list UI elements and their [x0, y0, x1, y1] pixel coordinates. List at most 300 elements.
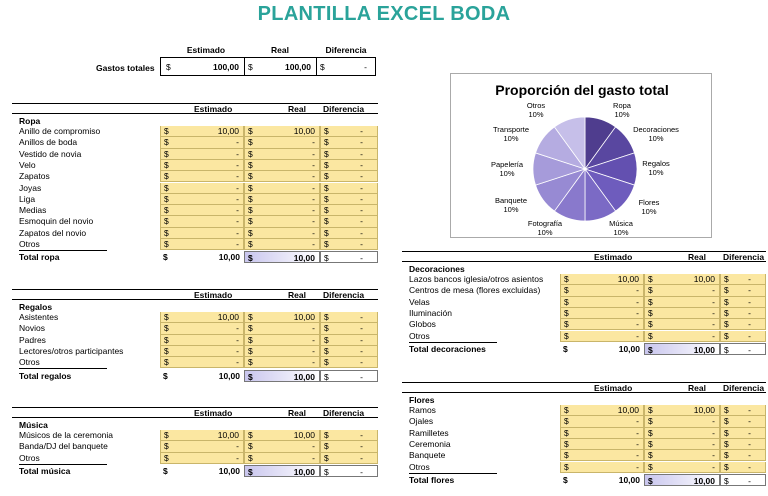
- category-label: Decoraciones: [409, 264, 465, 274]
- currency-symbol: $: [648, 461, 653, 472]
- currency-symbol: $: [724, 461, 729, 472]
- currency-symbol: $: [724, 296, 729, 307]
- input-cell-est[interactable]: [160, 430, 244, 441]
- cell-value-dif: -: [360, 193, 363, 204]
- currency-symbol: $: [564, 438, 569, 449]
- cell-value-real: -: [312, 441, 315, 452]
- col-header-diferencia: Diferencia: [323, 290, 365, 300]
- pie-label-percent: 10%: [648, 134, 664, 143]
- chart-title: Proporción del gasto total: [495, 82, 669, 98]
- cell-value-real: 10,00: [293, 126, 315, 136]
- cell-value-dif: -: [360, 171, 363, 182]
- input-cell-dif[interactable]: [720, 297, 766, 308]
- input-cell-real[interactable]: [644, 285, 720, 296]
- currency-symbol: $: [648, 296, 653, 307]
- row-label-text: Lectores/otros participantes: [19, 345, 124, 356]
- currency-symbol: $: [324, 239, 329, 249]
- total-est-value: 10,00: [218, 465, 240, 476]
- row-label-text: Banquete: [409, 450, 446, 461]
- cell-value-dif: -: [360, 345, 363, 356]
- cell-value-dif: -: [748, 438, 751, 449]
- currency-symbol: $: [164, 323, 169, 334]
- input-cell-dif[interactable]: [720, 428, 766, 439]
- input-cell-dif[interactable]: [320, 239, 378, 250]
- row-label: [19, 160, 36, 171]
- budget-row: [12, 205, 378, 216]
- currency-symbol: $: [564, 416, 569, 427]
- currency-symbol: $: [248, 182, 253, 193]
- currency-symbol: $: [324, 148, 329, 159]
- input-cell-est[interactable]: [160, 171, 244, 182]
- input-cell-real[interactable]: [244, 194, 320, 205]
- currency-symbol: $: [164, 239, 169, 249]
- row-label: [19, 453, 107, 465]
- total-dif-cell: [320, 370, 378, 382]
- currency-symbol: $: [248, 452, 253, 463]
- input-cell-real[interactable]: [644, 416, 720, 427]
- currency-symbol: $: [248, 227, 253, 238]
- total-real-cell: [244, 370, 320, 382]
- col-header-diferencia: Diferencia: [323, 408, 365, 418]
- currency-symbol: $: [248, 345, 253, 356]
- currency-symbol: $: [648, 274, 653, 284]
- total-real-cell: [644, 343, 720, 355]
- cell-value-est: -: [636, 307, 639, 318]
- currency-symbol: $: [324, 345, 329, 356]
- cell-value-est: -: [236, 334, 239, 345]
- row-label: [19, 183, 41, 194]
- summary-real-cell[interactable]: [245, 58, 317, 75]
- currency-symbol: $: [324, 441, 329, 452]
- input-cell-dif[interactable]: [320, 312, 378, 323]
- input-cell-real[interactable]: [244, 346, 320, 357]
- cell-value-real: -: [712, 438, 715, 449]
- summary-est-value: 100,00: [213, 62, 239, 72]
- currency-symbol: $: [164, 441, 169, 452]
- cell-value-est: -: [636, 427, 639, 438]
- input-cell-dif[interactable]: [720, 439, 766, 450]
- input-cell-dif[interactable]: [320, 346, 378, 357]
- input-cell-real[interactable]: [244, 312, 320, 323]
- input-cell-dif[interactable]: [320, 183, 378, 194]
- section-header: [12, 289, 378, 300]
- cell-value-real: 10,00: [293, 312, 315, 322]
- budget-row: [12, 335, 378, 346]
- cell-value-est: -: [236, 193, 239, 204]
- currency-symbol: $: [324, 357, 329, 368]
- otros-underline: [409, 331, 497, 343]
- cell-value-dif: -: [360, 227, 363, 238]
- currency-symbol: $: [320, 62, 325, 72]
- input-cell-real[interactable]: [244, 228, 320, 239]
- cell-value-real: -: [712, 330, 715, 341]
- currency-symbol: $: [324, 171, 329, 182]
- input-cell-dif[interactable]: [320, 323, 378, 334]
- input-cell-real[interactable]: [644, 274, 720, 285]
- row-label-text: Joyas: [19, 182, 42, 193]
- cell-value-real: -: [712, 450, 715, 461]
- cell-value-real: -: [712, 296, 715, 307]
- input-cell-est[interactable]: [160, 126, 244, 137]
- currency-symbol: $: [648, 330, 653, 341]
- input-cell-dif[interactable]: [720, 308, 766, 319]
- row-label-text: Anillos de boda: [19, 137, 78, 148]
- row-label-text: Otros: [409, 330, 430, 341]
- currency-symbol: $: [164, 137, 169, 148]
- currency-symbol: $: [324, 466, 329, 477]
- input-cell-est[interactable]: [160, 149, 244, 160]
- pie-label-category: Transporte: [493, 125, 529, 134]
- budget-row: [12, 149, 378, 160]
- input-cell-est[interactable]: [560, 405, 644, 416]
- input-cell-est[interactable]: [160, 160, 244, 171]
- input-cell-est[interactable]: [160, 183, 244, 194]
- row-label-text: Músicos de la ceremonia: [19, 430, 114, 440]
- input-cell-real[interactable]: [644, 428, 720, 439]
- currency-symbol: $: [324, 334, 329, 345]
- row-label-text: Iluminación: [409, 307, 452, 318]
- cell-value-real: -: [312, 193, 315, 204]
- input-cell-est[interactable]: [560, 297, 644, 308]
- cell-value-est: -: [636, 461, 639, 472]
- input-cell-est[interactable]: [560, 285, 644, 296]
- input-cell-dif[interactable]: [320, 149, 378, 160]
- input-cell-dif[interactable]: [320, 216, 378, 227]
- col-header-diferencia: Diferencia: [723, 252, 765, 262]
- col-header-estimado: Estimado: [194, 290, 233, 300]
- input-cell-est[interactable]: [560, 450, 644, 461]
- input-cell-dif[interactable]: [320, 441, 378, 452]
- input-cell-est[interactable]: [160, 346, 244, 357]
- col-header-estimado: Estimado: [594, 252, 633, 262]
- input-cell-est[interactable]: [560, 274, 644, 285]
- cell-value-real: 10,00: [693, 274, 715, 284]
- input-cell-real[interactable]: [244, 323, 320, 334]
- category-label: Regalos: [19, 302, 53, 312]
- total-real-value: 10,00: [693, 344, 715, 355]
- input-cell-real[interactable]: [644, 462, 720, 473]
- currency-symbol: $: [248, 126, 253, 136]
- summary-dif-cell[interactable]: [317, 58, 375, 75]
- budget-row: [12, 453, 378, 464]
- cell-value-dif: -: [360, 216, 363, 227]
- budget-row: [12, 239, 378, 250]
- input-cell-dif[interactable]: [720, 285, 766, 296]
- total-dif-cell: [720, 343, 766, 355]
- cell-value-est: -: [236, 159, 239, 170]
- input-cell-real[interactable]: [644, 439, 720, 450]
- input-cell-dif[interactable]: [320, 357, 378, 368]
- cell-value-dif: -: [748, 450, 751, 461]
- currency-symbol: $: [324, 312, 329, 322]
- input-cell-real[interactable]: [244, 126, 320, 137]
- cell-value-dif: -: [748, 285, 751, 296]
- input-cell-dif[interactable]: [320, 126, 378, 137]
- input-cell-real[interactable]: [244, 441, 320, 452]
- cell-value-real: -: [712, 461, 715, 472]
- input-cell-est[interactable]: [560, 462, 644, 473]
- pie-label-percent: 10%: [528, 110, 544, 119]
- cell-value-dif: -: [360, 148, 363, 159]
- currency-symbol: $: [724, 475, 729, 486]
- cell-value-est: -: [236, 216, 239, 227]
- cell-value-dif: -: [748, 330, 751, 341]
- input-cell-dif[interactable]: [320, 335, 378, 346]
- row-label-text: Globos: [409, 319, 436, 330]
- input-cell-real[interactable]: [244, 357, 320, 368]
- input-cell-est[interactable]: [560, 416, 644, 427]
- input-cell-est[interactable]: [160, 453, 244, 464]
- expense-pie-chart: [450, 73, 712, 238]
- total-dif-cell: [720, 474, 766, 486]
- input-cell-est[interactable]: [560, 331, 644, 342]
- currency-symbol: $: [564, 274, 569, 284]
- total-real-value: 10,00: [293, 466, 315, 477]
- row-label: [409, 450, 445, 461]
- cell-value-real: -: [312, 171, 315, 182]
- category-label: Flores: [409, 395, 435, 405]
- col-header-real: Real: [688, 383, 706, 393]
- budget-row: [12, 160, 378, 171]
- row-label: [409, 439, 451, 450]
- summary-real-value: 100,00: [285, 62, 311, 72]
- total-dif-value: -: [748, 344, 751, 355]
- pie-label-category: Fotografía: [527, 219, 563, 228]
- row-label: [409, 428, 449, 439]
- input-cell-real[interactable]: [244, 430, 320, 441]
- input-cell-dif[interactable]: [320, 160, 378, 171]
- input-cell-dif[interactable]: [320, 453, 378, 464]
- input-cell-real[interactable]: [244, 335, 320, 346]
- currency-symbol: $: [648, 450, 653, 461]
- input-cell-est[interactable]: [560, 319, 644, 330]
- row-label-text: Novios: [19, 323, 45, 334]
- input-cell-est[interactable]: [560, 308, 644, 319]
- cell-value-dif: -: [360, 452, 363, 463]
- input-cell-dif[interactable]: [320, 228, 378, 239]
- budget-row: [12, 183, 378, 194]
- input-cell-real[interactable]: [244, 453, 320, 464]
- currency-symbol: $: [164, 216, 169, 227]
- summary-col-real: Real: [271, 45, 289, 55]
- pie-label-category: Música: [609, 219, 633, 228]
- input-cell-est[interactable]: [560, 428, 644, 439]
- input-cell-dif[interactable]: [320, 430, 378, 441]
- input-cell-est[interactable]: [160, 441, 244, 452]
- budget-row: [402, 274, 766, 285]
- input-cell-dif[interactable]: [320, 171, 378, 182]
- cell-value-dif: -: [360, 205, 363, 216]
- budget-row: [402, 439, 766, 450]
- input-cell-real[interactable]: [244, 216, 320, 227]
- section-header: [12, 407, 378, 418]
- budget-row: [402, 319, 766, 330]
- input-cell-est[interactable]: [160, 357, 244, 368]
- row-label: [19, 323, 45, 334]
- currency-symbol: $: [248, 171, 253, 182]
- input-cell-est[interactable]: [160, 194, 244, 205]
- category-label: Ropa: [19, 116, 41, 126]
- input-cell-est[interactable]: [160, 137, 244, 148]
- otros-underline: [19, 239, 107, 251]
- input-cell-dif[interactable]: [320, 194, 378, 205]
- input-cell-est[interactable]: [560, 439, 644, 450]
- cell-value-dif: -: [748, 405, 751, 415]
- input-cell-real[interactable]: [244, 183, 320, 194]
- budget-row: [12, 430, 378, 441]
- cell-value-est: 10,00: [217, 430, 239, 440]
- cell-value-est: -: [636, 319, 639, 330]
- currency-symbol: $: [163, 252, 168, 263]
- row-label: [19, 357, 107, 369]
- input-cell-dif[interactable]: [720, 462, 766, 473]
- input-cell-real[interactable]: [644, 331, 720, 342]
- budget-row: [402, 450, 766, 461]
- cell-value-real: -: [312, 357, 315, 368]
- cell-value-dif: -: [360, 441, 363, 452]
- input-cell-dif[interactable]: [720, 405, 766, 416]
- input-cell-est[interactable]: [160, 205, 244, 216]
- input-cell-est[interactable]: [160, 228, 244, 239]
- pie-label: [475, 160, 539, 178]
- cell-value-real: -: [312, 205, 315, 216]
- input-cell-real[interactable]: [244, 160, 320, 171]
- currency-symbol: $: [324, 137, 329, 148]
- input-cell-dif[interactable]: [320, 137, 378, 148]
- cell-value-real: -: [312, 159, 315, 170]
- total-est-value: 10,00: [218, 370, 240, 381]
- cell-value-dif: -: [360, 357, 363, 368]
- budget-row: [402, 428, 766, 439]
- pie-label-percent: 10%: [503, 134, 519, 143]
- budget-row: [12, 312, 378, 323]
- cell-value-dif: -: [748, 296, 751, 307]
- row-label-text: Otros: [19, 452, 40, 463]
- row-label: [409, 285, 540, 296]
- currency-symbol: $: [248, 193, 253, 204]
- row-label-text: Asistentes: [19, 312, 59, 322]
- currency-symbol: $: [648, 285, 653, 296]
- currency-symbol: $: [164, 312, 169, 322]
- input-cell-real[interactable]: [244, 171, 320, 182]
- currency-symbol: $: [248, 253, 253, 264]
- pie-label: [504, 101, 568, 119]
- cell-value-est: -: [236, 148, 239, 159]
- currency-symbol: $: [164, 345, 169, 356]
- row-label: [19, 312, 58, 323]
- total-est-cell: [160, 370, 244, 382]
- input-cell-dif[interactable]: [720, 319, 766, 330]
- cell-value-est: 10,00: [217, 312, 239, 322]
- input-cell-est[interactable]: [160, 312, 244, 323]
- row-label: [19, 149, 81, 160]
- currency-symbol: $: [164, 227, 169, 238]
- input-cell-dif[interactable]: [720, 416, 766, 427]
- currency-symbol: $: [248, 137, 253, 148]
- currency-symbol: $: [648, 427, 653, 438]
- budget-row: [12, 216, 378, 227]
- input-cell-real[interactable]: [644, 405, 720, 416]
- currency-symbol: $: [164, 126, 169, 136]
- input-cell-real[interactable]: [644, 319, 720, 330]
- col-header-estimado: Estimado: [194, 408, 233, 418]
- row-label-text: Otros: [409, 461, 430, 472]
- input-cell-dif[interactable]: [720, 331, 766, 342]
- currency-symbol: $: [164, 334, 169, 345]
- input-cell-real[interactable]: [644, 308, 720, 319]
- input-cell-dif[interactable]: [320, 205, 378, 216]
- input-cell-real[interactable]: [244, 239, 320, 250]
- summary-label: Gastos totales: [96, 63, 155, 73]
- input-cell-dif[interactable]: [720, 450, 766, 461]
- input-cell-real[interactable]: [244, 149, 320, 160]
- summary-col-est: Estimado: [186, 45, 226, 55]
- input-cell-real[interactable]: [244, 137, 320, 148]
- input-cell-est[interactable]: [160, 323, 244, 334]
- pie-label-category: Ropa: [613, 101, 631, 110]
- col-header-real: Real: [288, 104, 306, 114]
- cell-value-real: -: [312, 334, 315, 345]
- summary-box: [160, 57, 376, 76]
- input-cell-est[interactable]: [160, 216, 244, 227]
- cell-value-dif: -: [360, 182, 363, 193]
- row-label-text: Ramos: [409, 405, 436, 415]
- total-est-cell: [160, 251, 244, 263]
- currency-symbol: $: [164, 182, 169, 193]
- budget-row: [12, 441, 378, 452]
- summary-est-cell[interactable]: [161, 58, 245, 75]
- row-label-text: Otros: [19, 357, 40, 368]
- input-cell-dif[interactable]: [720, 274, 766, 285]
- input-cell-real[interactable]: [644, 297, 720, 308]
- row-label: [409, 416, 433, 427]
- currency-symbol: $: [324, 430, 329, 440]
- currency-symbol: $: [248, 371, 253, 382]
- pie-label-percent: 10%: [614, 110, 630, 119]
- total-label: Total decoraciones: [409, 343, 486, 354]
- cell-value-dif: -: [360, 159, 363, 170]
- pie-label-category: Flores: [638, 198, 660, 207]
- input-cell-real[interactable]: [644, 450, 720, 461]
- cell-value-est: 10,00: [617, 274, 639, 284]
- currency-symbol: $: [164, 452, 169, 463]
- currency-symbol: $: [324, 182, 329, 193]
- input-cell-est[interactable]: [160, 335, 244, 346]
- budget-row: [402, 416, 766, 427]
- input-cell-real[interactable]: [244, 205, 320, 216]
- pie-label-category: Regalos: [642, 159, 670, 168]
- section-header: [402, 251, 766, 262]
- row-label: [409, 331, 497, 343]
- currency-symbol: $: [564, 461, 569, 472]
- total-dif-value: -: [360, 253, 363, 264]
- input-cell-est[interactable]: [160, 239, 244, 250]
- row-label: [409, 462, 497, 474]
- currency-symbol: $: [724, 438, 729, 449]
- cell-value-est: -: [236, 239, 239, 249]
- budget-row: [12, 137, 378, 148]
- cell-value-est: -: [636, 330, 639, 341]
- col-header-estimado: Estimado: [594, 383, 633, 393]
- budget-row: [402, 285, 766, 296]
- cell-value-est: -: [236, 171, 239, 182]
- row-label-text: Otros: [19, 239, 40, 249]
- budget-row: [402, 405, 766, 416]
- currency-symbol: $: [724, 330, 729, 341]
- currency-symbol: $: [163, 465, 168, 476]
- currency-symbol: $: [564, 330, 569, 341]
- col-header-real: Real: [688, 252, 706, 262]
